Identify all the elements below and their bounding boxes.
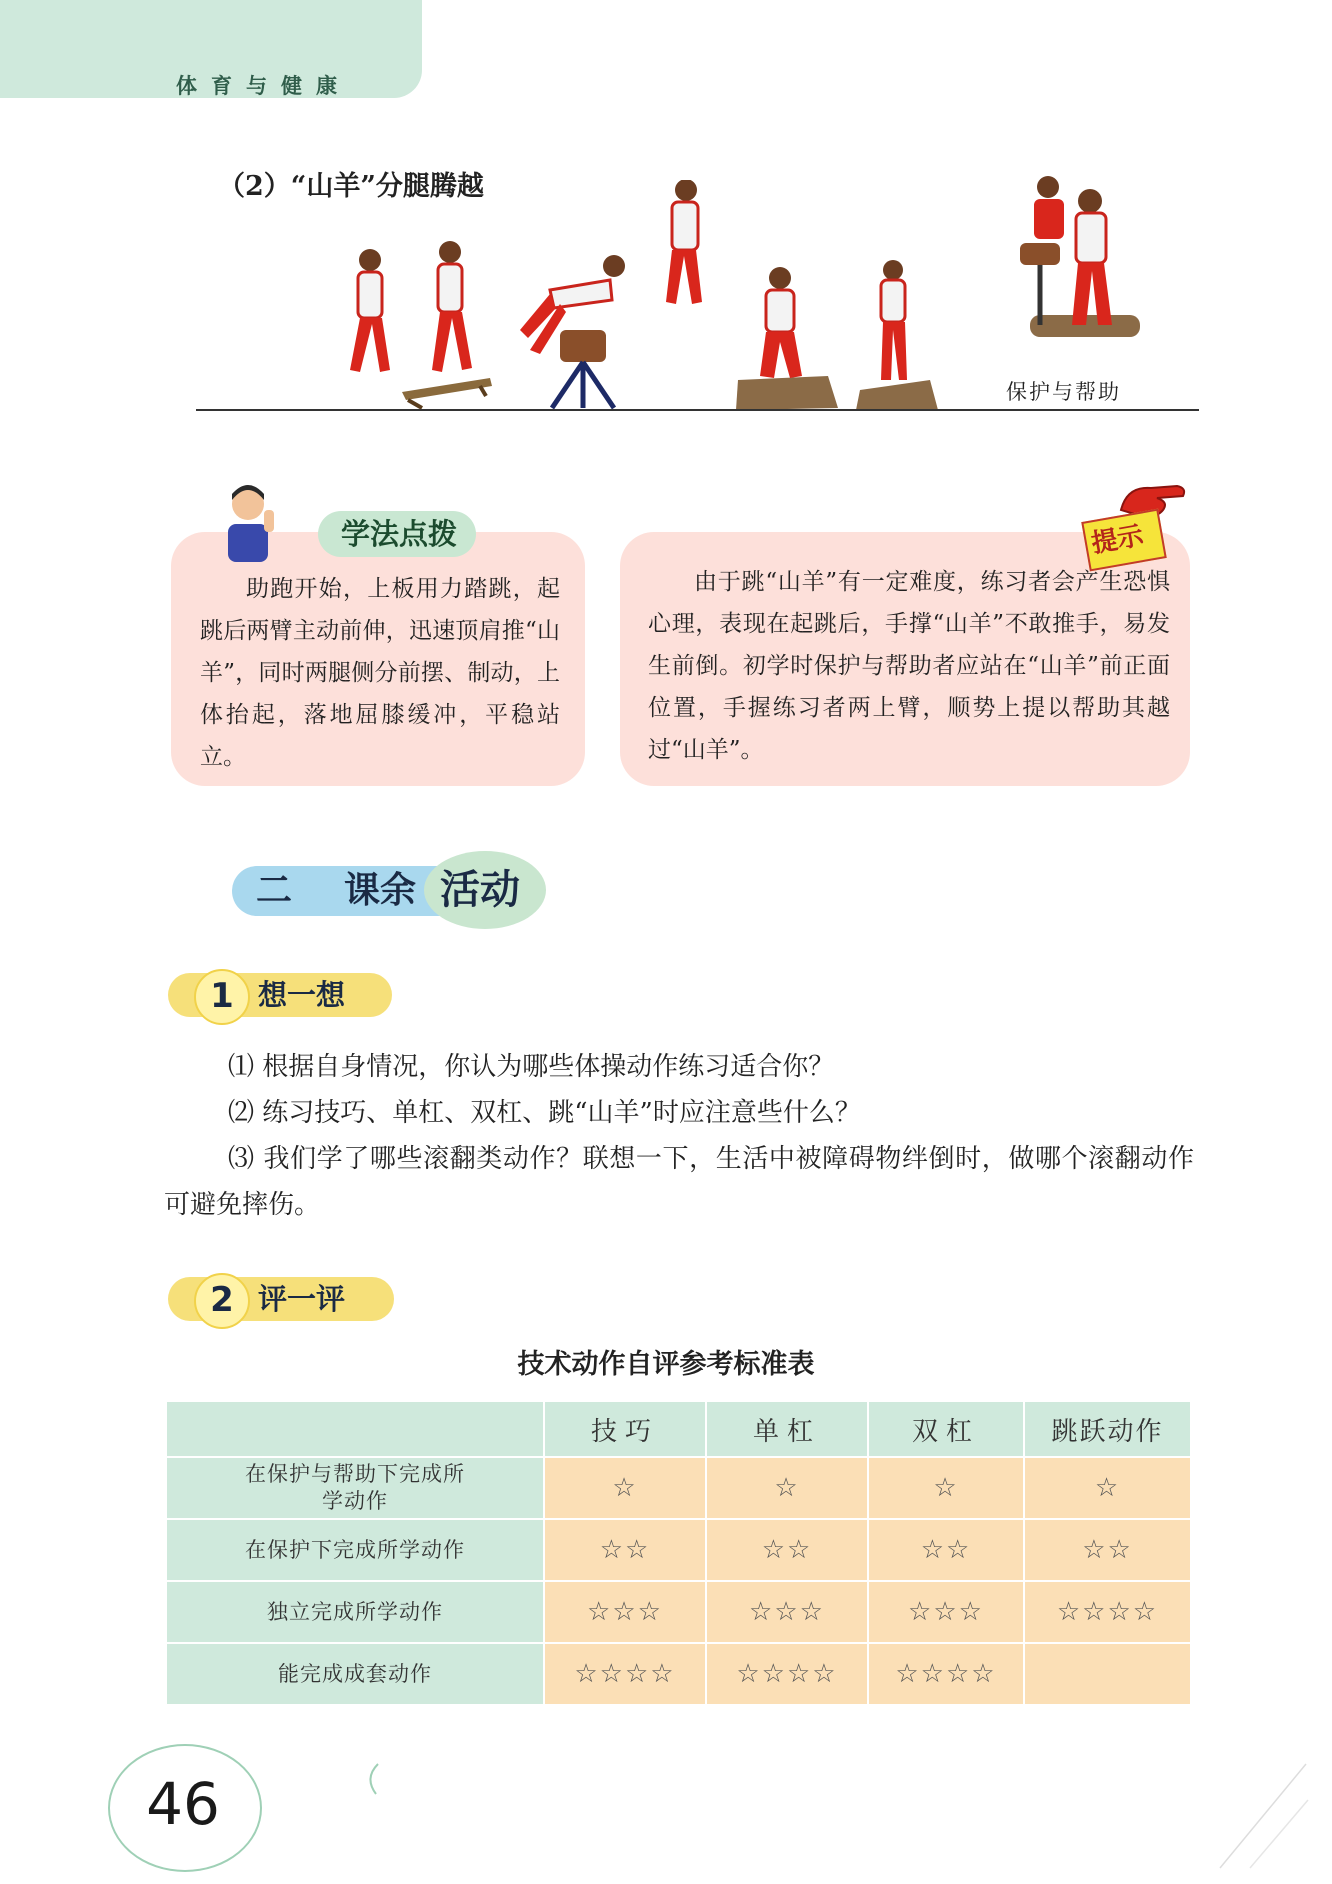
rating-cell: ☆☆☆☆ <box>706 1643 868 1705</box>
rating-cell: ☆☆☆☆ <box>1024 1581 1191 1643</box>
self-evaluation-table <box>165 1400 1192 1706</box>
evaluate-label: 评一评 <box>258 1282 346 1316</box>
column-header: 单杠 <box>706 1401 868 1457</box>
rating-cell: ☆ <box>868 1457 1024 1519</box>
rating-cell: ☆☆ <box>706 1519 868 1581</box>
springboard <box>402 378 492 408</box>
protection-caption: 保护与帮助 <box>1006 380 1121 404</box>
table-corner-cell <box>166 1401 544 1457</box>
table-header-row <box>166 1401 1191 1457</box>
section-title: 课余 <box>344 870 417 911</box>
rating-cell: ☆ <box>544 1457 706 1519</box>
ground-line <box>196 409 1199 411</box>
rating-cell: ☆☆ <box>868 1519 1024 1581</box>
table-row <box>166 1581 1191 1643</box>
rating-cell: ☆☆☆☆ <box>544 1643 706 1705</box>
page-number: 46 <box>146 1770 220 1838</box>
think-label: 想一想 <box>258 978 346 1012</box>
section-number: 二 <box>256 870 293 911</box>
table-title: 技术动作自评参考标准表 <box>517 1349 815 1380</box>
rating-cell: ☆☆ <box>544 1519 706 1581</box>
row-label-text: 在保护与帮助下完成所学动作 <box>245 1462 465 1513</box>
row-label: 独立完成所学动作 <box>166 1581 544 1643</box>
evaluate-number: 2 <box>210 1280 234 1320</box>
column-header: 跳跃动作 <box>1024 1401 1191 1457</box>
rating-cell: ☆☆☆ <box>706 1581 868 1643</box>
column-header: 技巧 <box>544 1401 706 1457</box>
rating-cell: ☆☆ <box>1024 1519 1191 1581</box>
decorative-arc-icon <box>364 1762 398 1796</box>
column-header: 双杠 <box>868 1401 1024 1457</box>
rating-cell: ☆☆☆ <box>544 1581 706 1643</box>
landing-mats <box>736 376 938 410</box>
row-label: 能完成成套动作 <box>166 1643 544 1705</box>
goat-apparatus <box>552 330 614 408</box>
rating-cell: ☆☆☆☆ <box>868 1643 1024 1705</box>
rating-cell: ☆ <box>706 1457 868 1519</box>
think-number: 1 <box>210 976 234 1016</box>
spotter-illustration <box>1000 175 1150 345</box>
row-label <box>166 1457 544 1519</box>
section-title-highlight: 活动 <box>440 867 520 913</box>
table-row <box>166 1519 1191 1581</box>
think-question: ⑶ 我们学了哪些滚翻类动作？联想一下，生活中被障碍物绊倒时，做哪个滚翻动作可避免摔伤。 <box>164 1144 1194 1220</box>
method-tip-label: 学法点拨 <box>340 517 457 551</box>
decorative-lines-icon <box>1210 1760 1310 1870</box>
row-label: 在保护下完成所学动作 <box>166 1519 544 1581</box>
table-row <box>166 1457 1191 1519</box>
rating-cell: ☆☆☆ <box>868 1581 1024 1643</box>
hint-text: 由于跳“山羊”有一定难度，练习者会产生恐惧心理，表现在起跳后，手撑“山羊”不敢推手，易发生前倒。初学时保护与帮助者应站在“山羊”前正面位置，手握练习者两上臂，顺势上提以帮助其越过“山羊”。 <box>648 569 1170 763</box>
method-tip-text: 助跑开始，上板用力踏跳，起跳后两臂主动前伸，迅速顶肩推“山羊”，同时两腿侧分前摆、制动，上体抬起，落地屈膝缓冲，平稳站立。 <box>200 576 560 770</box>
hint-label: 提示 <box>1089 520 1146 560</box>
rating-cell <box>1024 1643 1191 1705</box>
think-question: ⑵ 练习技巧、单杠、双杠、跳“山羊”时应注意些什么？ <box>228 1098 861 1128</box>
student-avatar-icon <box>218 480 284 562</box>
table-row <box>166 1643 1191 1705</box>
header-title: 体育与健康 <box>176 74 351 98</box>
exercise-title: （2）“山羊”分腿腾越 <box>218 171 484 202</box>
rating-cell: ☆ <box>1024 1457 1191 1519</box>
think-question: ⑴ 根据自身情况，你认为哪些体操动作练习适合你？ <box>228 1052 835 1082</box>
athlete-figures <box>350 180 907 380</box>
